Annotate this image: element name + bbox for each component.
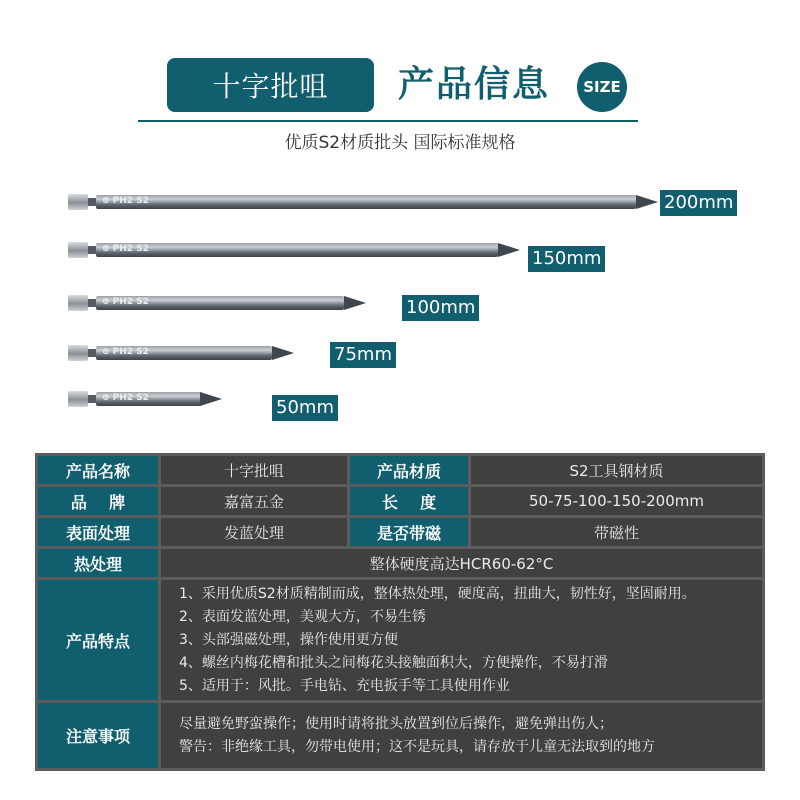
length-tag-50mm: 50mm — [272, 395, 338, 421]
feature-item: 3、头部强磁处理，操作使用更方便 — [179, 631, 398, 648]
bit-shaft — [96, 195, 636, 209]
bit-75mm — [68, 345, 290, 361]
bit-marking: ⊕ PH2 S2 — [102, 393, 149, 403]
subtitle: 优质S2材质批头 国际标准规格 — [284, 133, 516, 153]
bit-50mm — [68, 391, 218, 407]
bit-tip — [272, 346, 294, 360]
bit-shaft — [96, 392, 202, 406]
length-tag-200mm: 200mm — [660, 190, 737, 216]
feature-item: 1、采用优质S2材质精制而成，整体热处理，硬度高，扭曲大，韧性好，坚固耐用。 — [179, 585, 696, 602]
spec-label-material: 产品材质 — [350, 456, 468, 484]
spec-label-magnetic: 是否带磁 — [350, 518, 468, 546]
bit-tip — [498, 243, 520, 257]
bit-hex-shank — [68, 391, 88, 407]
note-item: 尽量避免野蛮操作；使用时请将批头放置到位后操作，避免弹出伤人； — [179, 715, 613, 732]
spec-label-notes: 注意事项 — [38, 703, 158, 768]
spec-table — [35, 453, 765, 771]
spec-value-magnetic: 带磁性 — [471, 518, 762, 546]
note-item: 警告：非绝缘工具，勿带电使用；这不是玩具，请存放于儿童无法取到的地方 — [179, 738, 655, 755]
product-title: 十字批咀 — [212, 70, 329, 103]
spec-label-features: 产品特点 — [38, 580, 158, 700]
bit-neck — [88, 246, 96, 254]
bit-hex-shank — [68, 295, 88, 311]
feature-item: 5、适用于：风批。手电钻、充电扳手等工具使用作业 — [179, 677, 510, 694]
spec-value-material: S2工具钢材质 — [471, 456, 762, 484]
spec-label-heat: 热处理 — [38, 549, 158, 577]
features-list — [161, 580, 762, 700]
spec-label-brand: 品 牌 — [38, 487, 158, 515]
length-tag-150mm: 150mm — [528, 246, 605, 272]
size-badge-label: SIZE — [583, 78, 621, 96]
feature-item: 4、螺丝内梅花槽和批头之间梅花头接触面积大，方便操作，不易打滑 — [179, 654, 608, 671]
spec-value-surface: 发蓝处理 — [161, 518, 347, 546]
bit-shaft — [96, 296, 344, 310]
bit-marking: ⊕ PH2 S2 — [102, 297, 149, 307]
bit-marking: ⊕ PH2 S2 — [102, 347, 149, 357]
feature-item: 2、表面发蓝处理，美观大方，不易生锈 — [179, 608, 426, 625]
bit-neck — [88, 349, 96, 357]
spec-value-brand: 嘉富五金 — [161, 487, 347, 515]
bit-tip — [344, 296, 366, 310]
bit-hex-shank — [68, 345, 88, 361]
bit-tip — [636, 195, 658, 209]
bit-200mm — [68, 194, 658, 210]
bit-100mm — [68, 295, 363, 311]
bit-shaft — [96, 346, 272, 360]
bit-neck — [88, 299, 96, 307]
spec-value-length: 50-75-100-150-200mm — [471, 487, 762, 515]
bit-neck — [88, 395, 96, 403]
spec-value-heat: 整体硬度高达HCR60-62°C — [161, 549, 762, 577]
length-tag-75mm: 75mm — [330, 342, 396, 368]
spec-label-surface: 表面处理 — [38, 518, 158, 546]
bit-shaft — [96, 243, 498, 257]
title-divider — [138, 120, 638, 122]
bit-marking: ⊕ PH2 S2 — [102, 244, 149, 254]
product-title-pill — [167, 58, 374, 112]
notes-list — [161, 703, 762, 768]
bit-hex-shank — [68, 194, 88, 210]
spec-label-name: 产品名称 — [38, 456, 158, 484]
size-badge — [577, 62, 627, 112]
spec-value-name: 十字批咀 — [161, 456, 347, 484]
section-title: 产品信息 — [398, 64, 551, 105]
length-tag-100mm: 100mm — [402, 295, 479, 321]
bit-150mm — [68, 242, 518, 258]
spec-label-length: 长 度 — [350, 487, 468, 515]
bit-tip — [200, 392, 222, 406]
bit-neck — [88, 198, 96, 206]
bit-hex-shank — [68, 242, 88, 258]
bit-marking: ⊕ PH2 S2 — [102, 196, 149, 206]
